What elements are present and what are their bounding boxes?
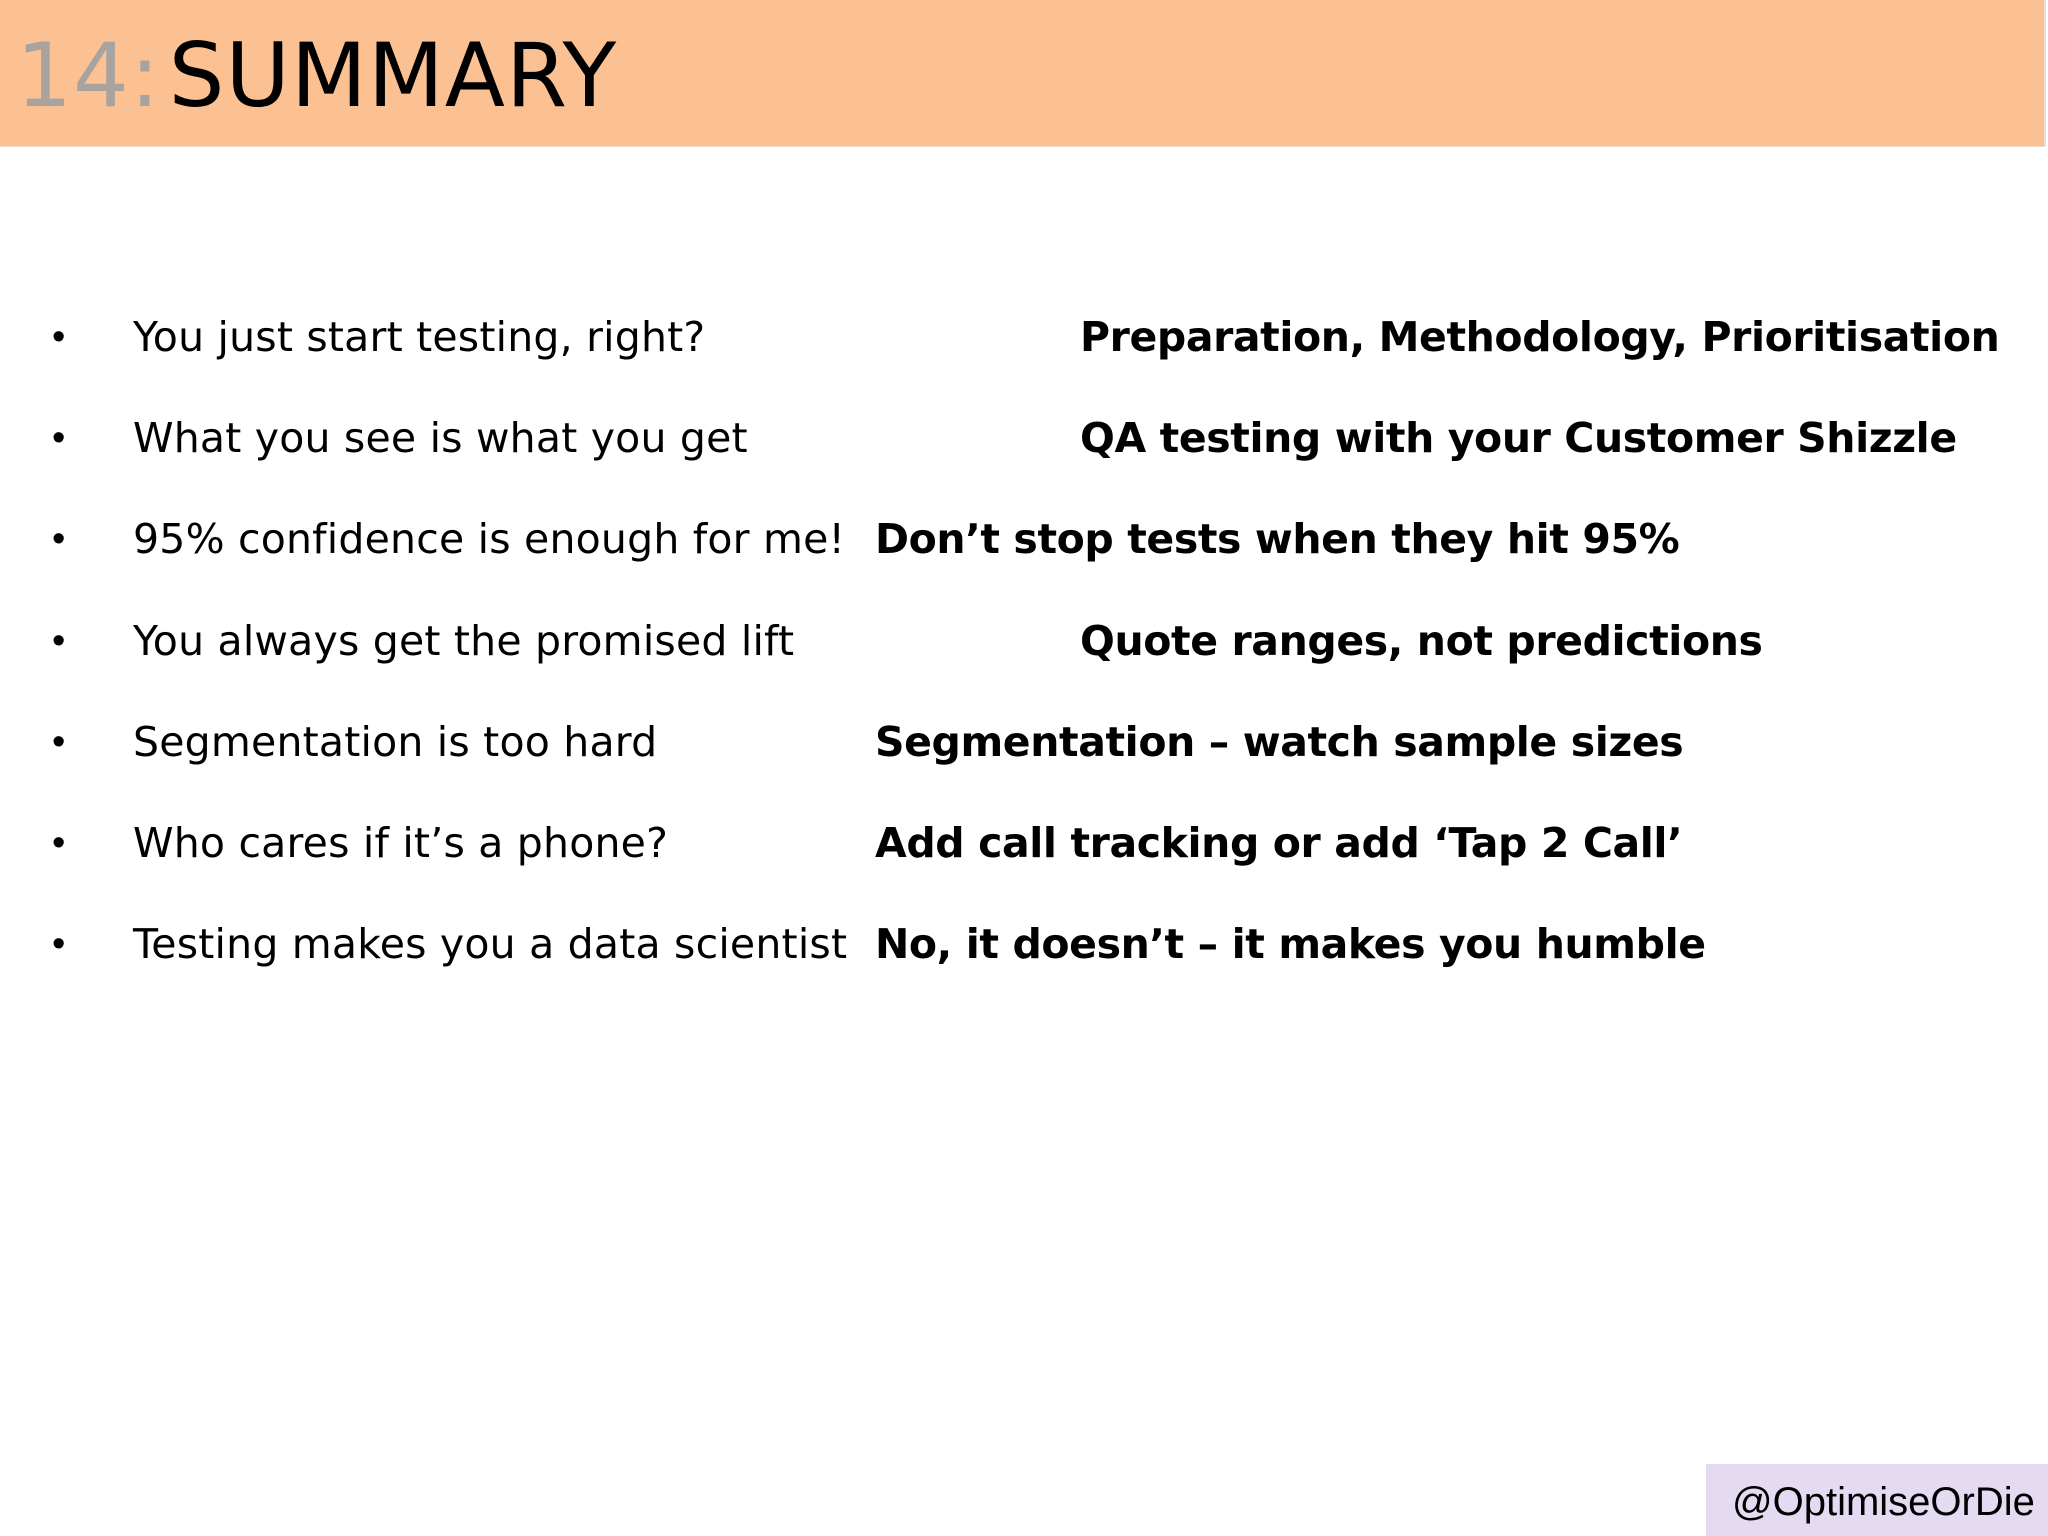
myth-text: Testing makes you a data scientist [133,920,848,968]
list-item [0,803,2048,883]
bullet-icon: • [52,316,66,358]
myth-text: 95% confidence is enough for me! [133,515,846,563]
twitter-handle-badge [1706,1464,2048,1536]
list-item [0,398,2048,478]
bullet-icon: • [52,518,66,560]
answer-text: Quote ranges, not predictions [1080,617,1763,665]
myth-text: What you see is what you get [133,414,748,462]
list-item [0,904,2048,984]
answer-text: Don’t stop tests when they hit 95% [875,515,1680,563]
answer-text: Preparation, Methodology, Prioritisation [1080,313,2000,361]
list-item [0,601,2048,681]
answer-text: No, it doesn’t – it makes you humble [875,920,1706,968]
bullet-icon: • [52,620,66,662]
myth-text: Who cares if it’s a phone? [133,819,669,867]
myth-text: You always get the promised lift [133,617,795,665]
twitter-handle: @OptimiseOrDie [1732,1480,2035,1524]
list-item [0,499,2048,579]
list-item [0,297,2048,377]
slide-title [16,20,617,132]
slide-heading: SUMMARY [168,24,618,127]
bullet-icon: • [52,721,66,763]
slide-number: 14: [16,24,161,127]
bullet-icon: • [52,923,66,965]
title-banner [0,0,2046,147]
answer-text: Segmentation – watch sample sizes [875,718,1684,766]
bullet-icon: • [52,417,66,459]
myth-text: You just start testing, right? [133,313,706,361]
myth-text: Segmentation is too hard [133,718,658,766]
answer-text: QA testing with your Customer Shizzle [1080,414,1957,462]
list-item [0,702,2048,782]
answer-text: Add call tracking or add ‘Tap 2 Call’ [875,819,1683,867]
bullet-icon: • [52,822,66,864]
